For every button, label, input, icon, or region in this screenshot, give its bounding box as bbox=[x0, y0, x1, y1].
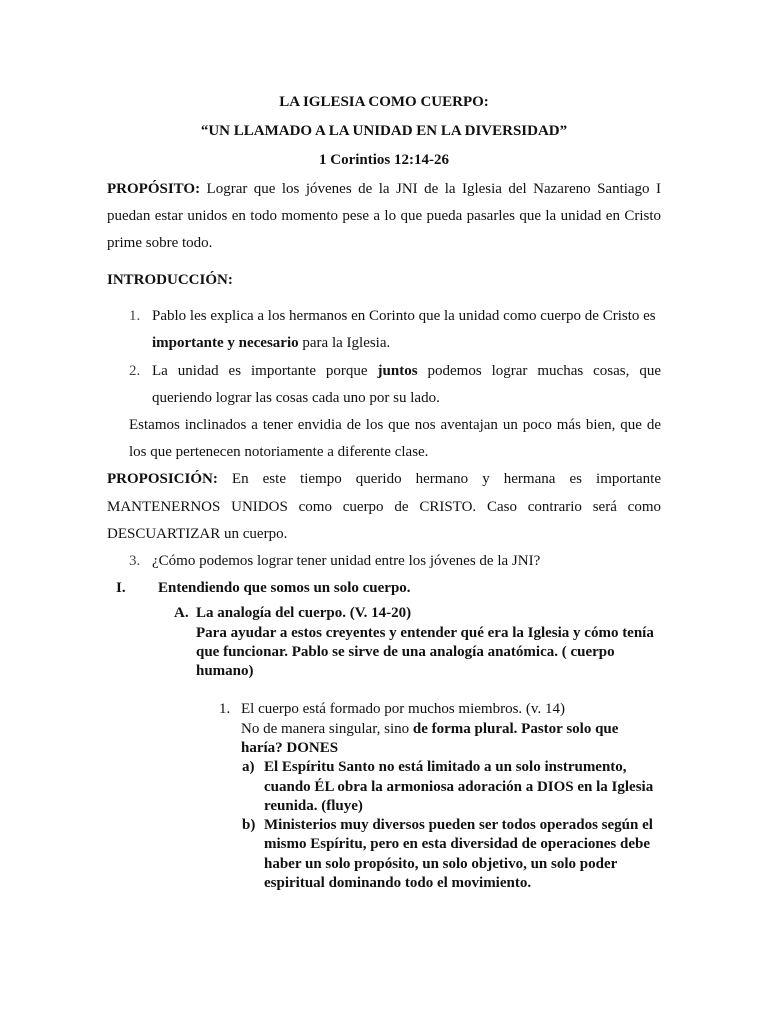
point-1-line-2-pre: No de manera singular, sino bbox=[241, 721, 413, 737]
intro-item-1-rest: para la Iglesia. bbox=[298, 335, 391, 351]
intro-item-1-line-1: Pablo les explica a los hermanos en Corinto que la unidad como cuerpo de Cristo es bbox=[152, 308, 656, 324]
point-1-line-1: El cuerpo está formado por muchos miembros. (v. 14) bbox=[241, 701, 565, 717]
bible-reference: 1 Corintios 12:14-26 bbox=[319, 152, 449, 168]
sub-b-letter: b) bbox=[242, 817, 256, 833]
sub-a-line-2: cuando ÉL obra la armoniosa adoración a DIOS en la Iglesia bbox=[264, 779, 654, 795]
proposito-text-1: Lograr que los jóvenes de la JNI de la Iglesia del Nazareno Santiago I bbox=[206, 181, 661, 197]
sub-b-line-1: Ministerios muy diversos pueden ser todos operados según el bbox=[264, 817, 653, 833]
proposito-line-1 bbox=[107, 180, 661, 199]
intro-item-2-line-2: queriendo lograr las cosas cada uno por su lado. bbox=[152, 390, 440, 406]
proposicion-line-1 bbox=[107, 470, 661, 489]
section-1-number: I. bbox=[116, 580, 126, 596]
section-1-a-line-3: que funcionar. Pablo se sirve de una analogía anatómica. ( cuerpo bbox=[196, 644, 615, 660]
intro-item-1-number: 1. bbox=[129, 308, 141, 324]
proposicion-line-3: DESCUARTIZAR un cuerpo. bbox=[107, 526, 288, 542]
sub-a-line-1: El Espíritu Santo no está limitado a un solo instrumento, bbox=[264, 759, 627, 775]
point-1-number: 1. bbox=[219, 701, 231, 717]
intro-item-2-pre: La unidad es importante porque bbox=[152, 363, 368, 379]
intro-item-2-bold: juntos bbox=[377, 363, 418, 379]
section-1-a-line-1: La analogía del cuerpo. (V. 14-20) bbox=[196, 605, 412, 621]
intro-item-1-line-2 bbox=[152, 334, 390, 353]
sub-b-line-2: mismo Espíritu, pero en esta diversidad de operaciones debe bbox=[264, 836, 650, 852]
sub-b-line-4: espiritual dominando todo el movimiento. bbox=[264, 875, 532, 891]
proposicion-label: PROPOSICIÓN: bbox=[107, 471, 218, 487]
proposito-line-2: puedan estar unidos en todo momento pese a lo que pueda pasarles que la unidad en Cristo bbox=[107, 208, 661, 224]
section-1-title: Entendiendo que somos un solo cuerpo. bbox=[158, 580, 411, 596]
point-1-line-2 bbox=[241, 720, 618, 739]
intro-paragraph-line-1: Estamos inclinados a tener envidia de los que nos aventajan un poco más bien, que de bbox=[129, 417, 661, 433]
intro-item-2-number: 2. bbox=[129, 363, 141, 379]
sub-a-letter: a) bbox=[242, 759, 255, 775]
point-1-line-2-bold: de forma plural. Pastor solo que bbox=[412, 721, 619, 737]
title-line-2: “UN LLAMADO A LA UNIDAD EN LA DIVERSIDAD” bbox=[200, 123, 568, 139]
intro-item-1-bold: importante y necesario bbox=[152, 335, 299, 351]
proposicion-line-2: MANTENERNOS UNIDOS como cuerpo de CRISTO. Caso contrario será como bbox=[107, 499, 661, 515]
sub-b-line-3: haber un solo propósito, un solo objetivo, un solo poder bbox=[264, 856, 618, 872]
section-1-a-letter: A. bbox=[174, 605, 189, 621]
intro-item-2-post: podemos lograr muchas cosas, que bbox=[427, 363, 661, 379]
section-1-a-line-2: Para ayudar a estos creyentes y entender qué era la Iglesia y cómo tenía bbox=[196, 625, 654, 641]
introduccion-heading: INTRODUCCIÓN: bbox=[107, 272, 233, 288]
sub-a-line-3: reunida. (fluye) bbox=[264, 798, 363, 814]
item-3-text: ¿Cómo podemos lograr tener unidad entre los jóvenes de la JNI? bbox=[152, 553, 541, 569]
proposicion-text-1: En este tiempo querido hermano y hermana es importante bbox=[231, 471, 662, 487]
title-line-1: LA IGLESIA COMO CUERPO: bbox=[279, 94, 489, 110]
proposito-line-3: prime sobre todo. bbox=[107, 235, 213, 251]
item-3-number: 3. bbox=[129, 553, 141, 569]
intro-item-2-line-1 bbox=[152, 362, 661, 381]
proposito-label: PROPÓSITO: bbox=[107, 181, 201, 197]
intro-paragraph-line-2: los que pertenecen notoriamente a diferente clase. bbox=[129, 444, 429, 460]
point-1-line-3: haría? DONES bbox=[241, 740, 339, 756]
section-1-a-line-4: humano) bbox=[196, 663, 254, 679]
